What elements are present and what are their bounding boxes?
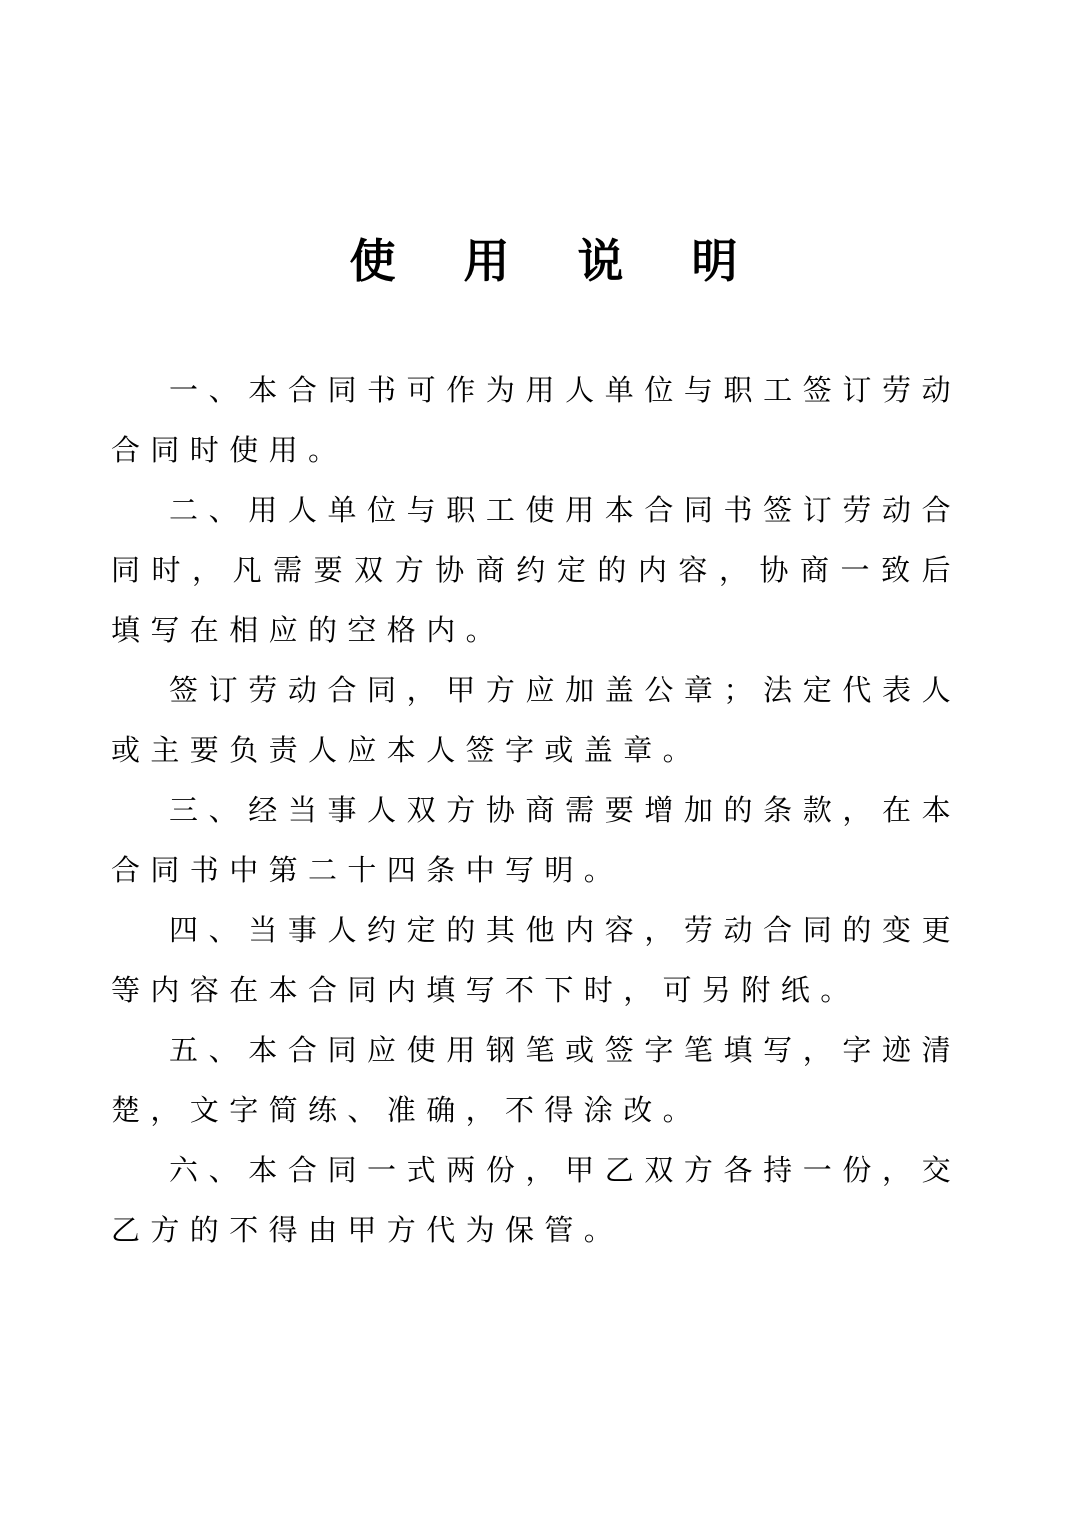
instruction-paragraph-7: 六、本合同一式两份，甲乙双方各持一份，交乙方的不得由甲方代为保管。 <box>111 1153 961 1247</box>
instruction-paragraph-4: 三、经当事人双方协商需要增加的条款，在本合同书中第二十四条中写明。 <box>111 793 961 887</box>
instruction-paragraph-6: 五、本合同应使用钢笔或签字笔填写，字迹清楚，文字简练、准确，不得涂改。 <box>111 1033 961 1127</box>
instruction-paragraph-2: 二、用人单位与职工使用本合同书签订劳动合同时，凡需要双方协商约定的内容，协商一致后填写在相应的空格内。 <box>111 493 961 647</box>
instruction-paragraph-1: 一、本合同书可作为用人单位与职工签订劳动合同时使用。 <box>111 373 961 467</box>
instruction-paragraph-5: 四、当事人约定的其他内容，劳动合同的变更等内容在本合同内填写不下时，可另附纸。 <box>111 913 961 1007</box>
page-title: 使用说明 <box>349 234 806 288</box>
instruction-paragraph-3: 签订劳动合同，甲方应加盖公章；法定代表人或主要负责人应本人签字或盖章。 <box>111 673 961 767</box>
instructions-body <box>111 360 961 1260</box>
